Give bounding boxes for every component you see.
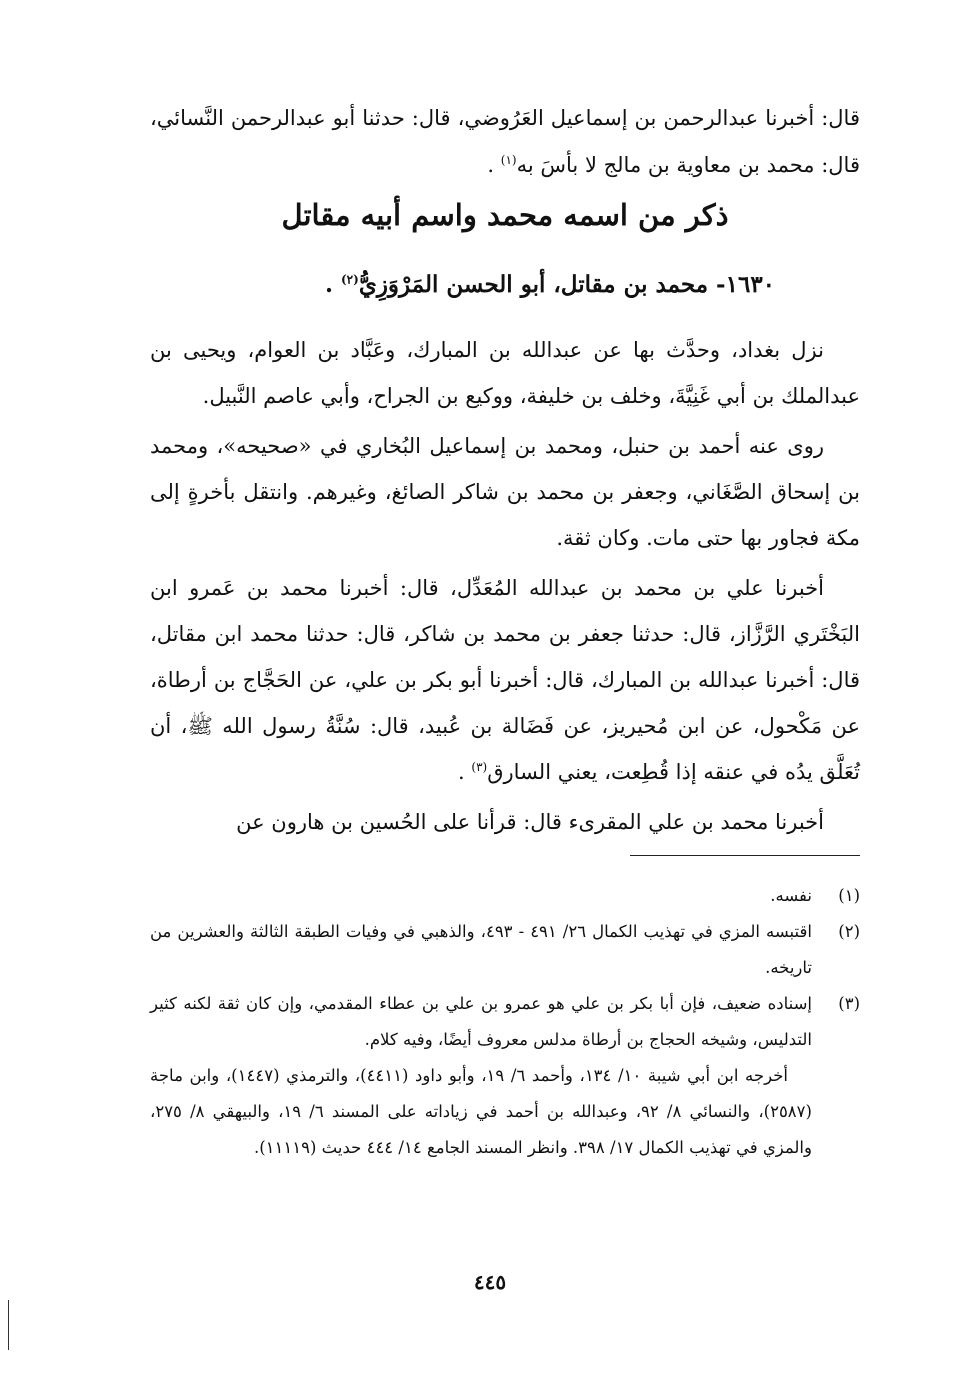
paragraph-continued: أخبرنا محمد بن علي المقرىء قال: قرأنا على الحُسين بن هارون عن <box>236 810 824 834</box>
hadith-end: . <box>458 760 472 784</box>
footnote-number: (١) <box>838 886 860 905</box>
footnote-ref-2: (٢) <box>340 272 359 287</box>
footnote-2 <box>150 914 860 986</box>
intro-end: . <box>487 153 501 177</box>
entry-heading-end: . <box>324 271 341 298</box>
page-number: ٤٤٥ <box>473 1270 507 1294</box>
paragraph-students: روى عنه أحمد بن حنبل، ومحمد بن إسماعيل البُخاري في «صحيحه»، ومحمد بن إسحاق الصَّغَاني، وجعفر بن محمد بن شاكر الصائغ، وغيرهم. وانتقل بأخرةٍ إلى مكة فجاور بها حتى مات. وكان ثقة. <box>150 434 860 550</box>
footnote-number: (٢) <box>838 922 860 941</box>
footnote-text: اقتبسه المزي في تهذيب الكمال ٢٦/ ٤٩١ - ٤٩٣، والذهبي في وفيات الطبقة الثالثة والعشرين من تاريخه. <box>150 922 812 977</box>
footnote-sources: أخرجه ابن أبي شيبة ١٠/ ١٣٤، وأحمد ٦/ ١٩، وأبو داود (٤٤١١)، والترمذي (١٤٤٧)، وابن ماجة (٢٥٨٧)، والنسائي ٨/ ٩٢، وعبدالله بن أحمد في زياداته على المسند ٦/ ١٩، والبيهقي ٨/ ٢٧٥، والمزي في تهذيب الكمال ١٧/ ٣٩٨. وانظر المسند الجامع ١٤/ ٤٤٤ حديث (١١١١٩). <box>150 1066 812 1157</box>
footnote-text: نفسه. <box>770 886 812 905</box>
footnote-ref-3: (٣) <box>471 760 488 774</box>
intro-line-1: قال: أخبرنا عبدالرحمن بن إسماعيل العَرُوضي، قال: حدثنا أبو عبدالرحمن <box>230 106 860 130</box>
footnote-text: إسناده ضعيف، فإن أبا بكر بن علي هو عمرو بن علي بن عطاء المقدمي، وإن كان ثقة لكنه كثير التدليس، وشيخه الحجاج بن أرطاة مدلس معروف أيضًا، وفيه كلام. <box>150 994 812 1049</box>
footnote-number: (٣) <box>838 994 860 1013</box>
paragraph-hadith <box>150 565 860 795</box>
entry-heading <box>150 265 860 305</box>
footnote-divider <box>630 855 860 856</box>
footnote-body <box>150 986 812 1166</box>
intro-line-2: النَّسائي، قال: محمد بن معاوية بن مالج لا بأسَ به <box>150 106 860 177</box>
footnote-3 <box>150 986 860 1166</box>
footnote-ref-1: (١) <box>500 153 517 167</box>
section-title: ذكر من اسمه محمد واسم أبيه مقاتل <box>281 198 729 232</box>
paragraph-teachers: نزل بغداد، وحدَّث بها عن عبدالله بن المبارك، وعَبَّاد بن العوام، ويحيى بن عبدالملك بن أبي غَنِيَّةَ، وخلف بن خليفة، ووكيع بن الجراح، وأبي عاصم النَّبيل. <box>150 338 860 408</box>
footnotes <box>150 878 860 1166</box>
scan-edge-mark <box>8 1300 9 1350</box>
footnote-1 <box>150 878 860 914</box>
entry-heading-text: ١٦٣٠- محمد بن مقاتل، أبو الحسن المَرْوَزِيُّ <box>358 271 776 298</box>
intro-text <box>150 95 860 189</box>
page-body <box>150 95 860 1166</box>
hadith-text: أخبرنا علي بن محمد بن عبدالله المُعَدِّل، قال: أخبرنا محمد بن عَمرو ابن البَخْتَري الرَّزَّاز، قال: حدثنا جعفر بن محمد بن شاكر، قال: حدثنا محمد ابن مقاتل، قال: أخبرنا عبدالله بن المبارك، قال: أخبرنا أبو بكر بن علي، عن الحَجَّاج بن أرطاة، عن مَكْحول، عن ابن مُحيريز، عن فَضَالة بن عُبيد، قال: سُنَّةُ رسول الله ﷺ، أن تُعَلَّق يدُه في عنقه إذا قُطِعت، يعني السارق <box>150 576 861 784</box>
